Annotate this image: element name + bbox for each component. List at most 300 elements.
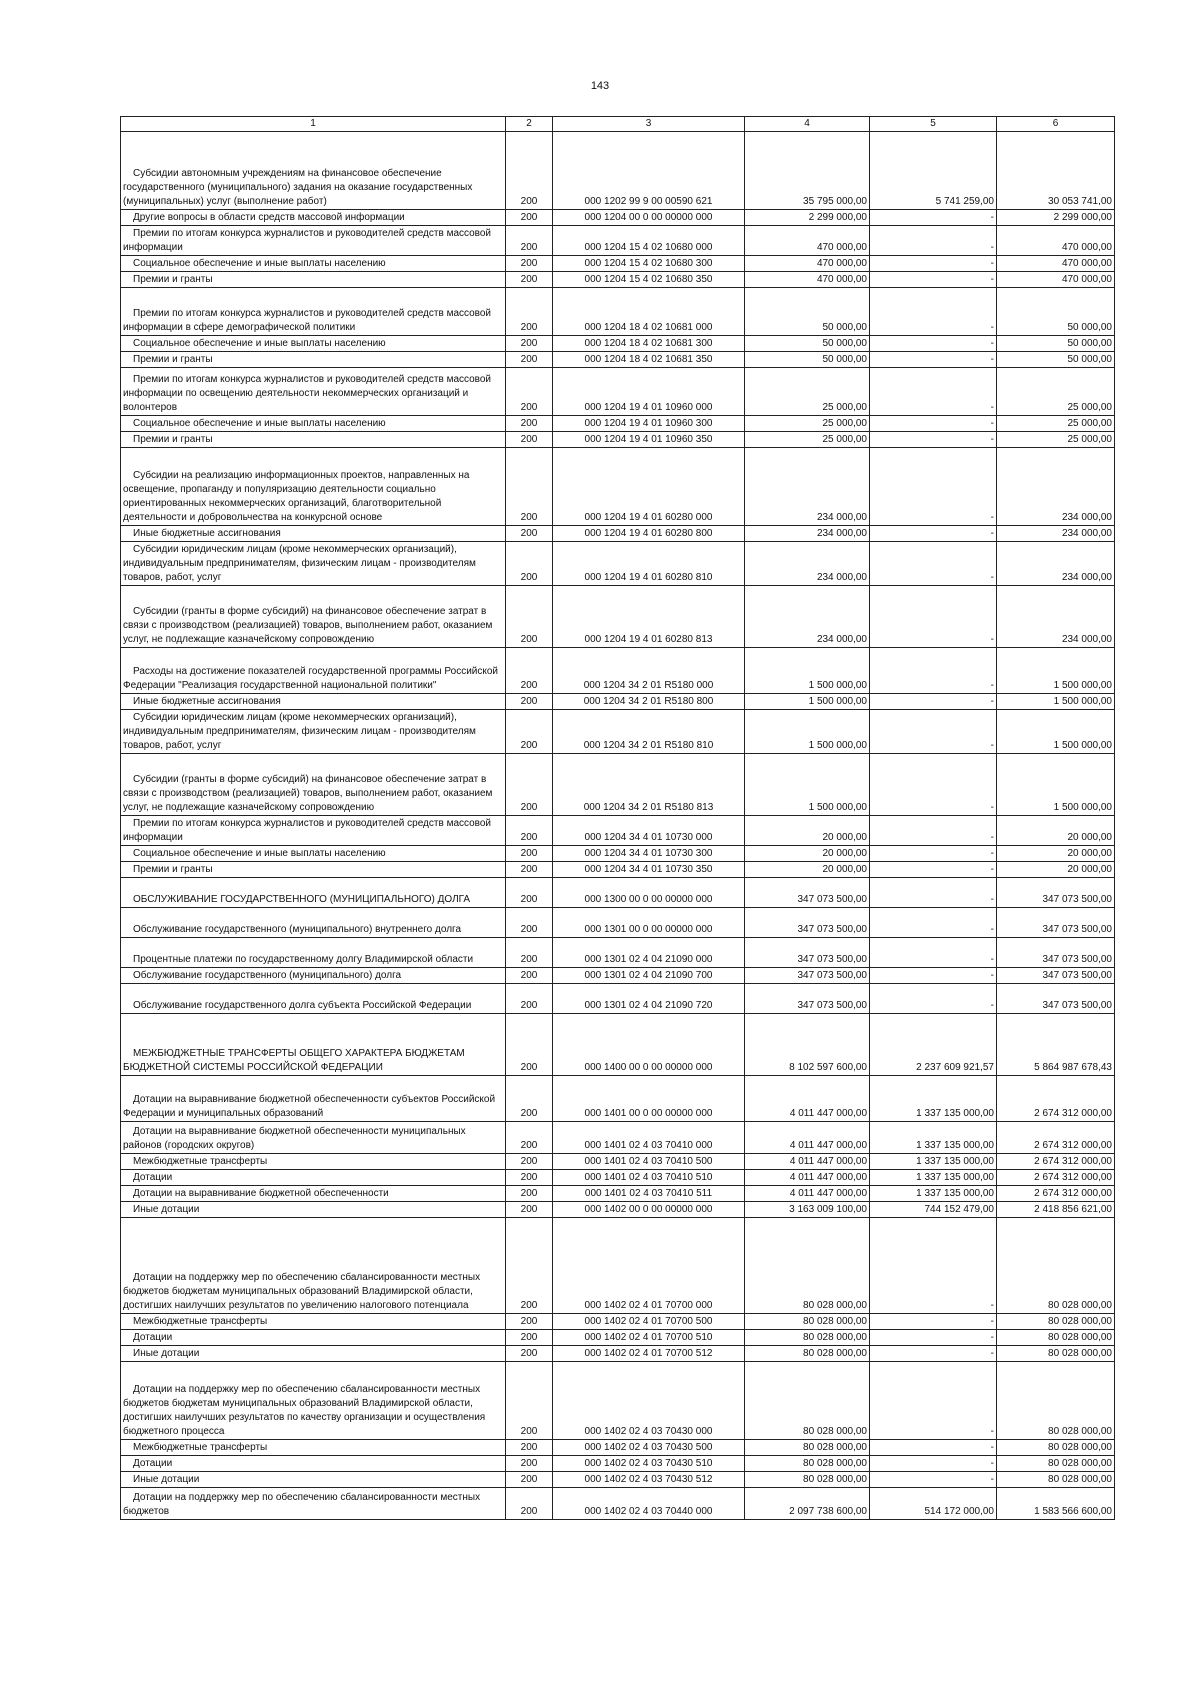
table-row <box>121 1014 1115 1076</box>
row-name-text: Премии по итогам конкурса журналистов и руководителей средств массовой информации <box>123 228 492 253</box>
table-row <box>121 862 1115 878</box>
row-name-text: Субсидии (гранты в форме субсидий) на финансовое обеспечение затрат в связи с производством (реализацией) товаров, выполнением работ, оказанием услуг, не подлежащие казначейскому сопровождению <box>123 606 493 645</box>
row-budget-code-cell: 000 1204 34 4 01 10730 350 <box>553 862 745 878</box>
row-executed-amount-cell: - <box>870 648 997 694</box>
row-approved-amount-cell: 50 000,00 <box>745 352 870 368</box>
row-name-cell <box>121 846 506 862</box>
row-remaining-amount-cell: 80 028 000,00 <box>997 1218 1115 1314</box>
row-remaining-amount-cell: 234 000,00 <box>997 542 1115 586</box>
column-header-1: 1 <box>121 117 506 132</box>
table-row <box>121 352 1115 368</box>
row-remaining-amount-cell: 80 028 000,00 <box>997 1362 1115 1440</box>
row-name-cell <box>121 1440 506 1456</box>
row-name-text: Другие вопросы в области средств массовой информации <box>133 212 405 223</box>
row-admin-code-cell: 200 <box>506 132 553 210</box>
row-name-cell <box>121 1014 506 1076</box>
table-body <box>121 132 1115 1520</box>
table-row <box>121 1440 1115 1456</box>
row-name-text: Иные бюджетные ассигнования <box>133 528 281 539</box>
row-budget-code-cell: 000 1402 02 4 03 70430 512 <box>553 1472 745 1488</box>
row-remaining-amount-cell: 234 000,00 <box>997 586 1115 648</box>
row-remaining-amount-cell: 50 000,00 <box>997 288 1115 336</box>
row-name-cell <box>121 226 506 256</box>
row-executed-amount-cell: - <box>870 226 997 256</box>
row-name-cell <box>121 368 506 416</box>
table-row <box>121 1076 1115 1122</box>
row-remaining-amount-cell: 25 000,00 <box>997 368 1115 416</box>
row-approved-amount-cell: 25 000,00 <box>745 416 870 432</box>
row-name-cell <box>121 1076 506 1122</box>
row-approved-amount-cell: 234 000,00 <box>745 586 870 648</box>
table-row <box>121 1330 1115 1346</box>
row-name-cell <box>121 542 506 586</box>
row-approved-amount-cell: 347 073 500,00 <box>745 938 870 968</box>
row-executed-amount-cell: 744 152 479,00 <box>870 1202 997 1218</box>
row-budget-code-cell: 000 1204 15 4 02 10680 350 <box>553 272 745 288</box>
row-budget-code-cell: 000 1204 18 4 02 10681 300 <box>553 336 745 352</box>
row-approved-amount-cell: 1 500 000,00 <box>745 694 870 710</box>
row-name-cell <box>121 938 506 968</box>
row-admin-code-cell: 200 <box>506 1202 553 1218</box>
row-executed-amount-cell: - <box>870 1346 997 1362</box>
row-approved-amount-cell: 25 000,00 <box>745 368 870 416</box>
row-budget-code-cell: 000 1204 15 4 02 10680 000 <box>553 226 745 256</box>
row-executed-amount-cell: - <box>870 878 997 908</box>
row-name-cell <box>121 1314 506 1330</box>
row-approved-amount-cell: 234 000,00 <box>745 542 870 586</box>
row-name-cell <box>121 694 506 710</box>
row-executed-amount-cell: 514 172 000,00 <box>870 1488 997 1520</box>
row-admin-code-cell: 200 <box>506 542 553 586</box>
table-row <box>121 542 1115 586</box>
row-admin-code-cell: 200 <box>506 1186 553 1202</box>
row-remaining-amount-cell: 2 418 856 621,00 <box>997 1202 1115 1218</box>
row-budget-code-cell: 000 1401 02 4 03 70410 500 <box>553 1154 745 1170</box>
table-row <box>121 526 1115 542</box>
row-name-text: Дотации на выравнивание бюджетной обеспеченности муниципальных районов (городских округов) <box>123 1126 466 1151</box>
row-name-text: Премии по итогам конкурса журналистов и руководителей средств массовой информации по освещению деятельности некоммерческих организаций и волонтеров <box>123 374 492 413</box>
row-approved-amount-cell: 347 073 500,00 <box>745 984 870 1014</box>
row-remaining-amount-cell: 1 500 000,00 <box>997 710 1115 754</box>
row-admin-code-cell: 200 <box>506 984 553 1014</box>
row-approved-amount-cell: 1 500 000,00 <box>745 710 870 754</box>
row-approved-amount-cell: 4 011 447 000,00 <box>745 1122 870 1154</box>
row-admin-code-cell: 200 <box>506 352 553 368</box>
table-row <box>121 336 1115 352</box>
row-name-cell <box>121 1186 506 1202</box>
row-remaining-amount-cell: 50 000,00 <box>997 352 1115 368</box>
row-budget-code-cell: 000 1301 00 0 00 00000 000 <box>553 908 745 938</box>
row-name-text: Обслуживание государственного (муниципального) долга <box>133 970 402 981</box>
row-budget-code-cell: 000 1204 34 2 01 R5180 813 <box>553 754 745 816</box>
row-executed-amount-cell: - <box>870 526 997 542</box>
row-name-cell <box>121 288 506 336</box>
row-name-cell <box>121 1122 506 1154</box>
row-remaining-amount-cell: 2 674 312 000,00 <box>997 1122 1115 1154</box>
row-name-text: Дотации на поддержку мер по обеспечению сбалансированности местных бюджетов <box>123 1492 481 1517</box>
row-budget-code-cell: 000 1401 00 0 00 00000 000 <box>553 1076 745 1122</box>
row-executed-amount-cell: - <box>870 1456 997 1472</box>
row-budget-code-cell: 000 1204 19 4 01 10960 350 <box>553 432 745 448</box>
row-name-cell <box>121 648 506 694</box>
row-approved-amount-cell: 1 500 000,00 <box>745 754 870 816</box>
row-name-cell <box>121 710 506 754</box>
row-budget-code-cell: 000 1204 34 2 01 R5180 800 <box>553 694 745 710</box>
row-name-text: Дотации <box>133 1332 173 1343</box>
row-approved-amount-cell: 4 011 447 000,00 <box>745 1186 870 1202</box>
row-name-text: Премии и гранты <box>133 274 213 285</box>
row-name-cell <box>121 908 506 938</box>
row-budget-code-cell: 000 1402 02 4 01 70700 500 <box>553 1314 745 1330</box>
row-remaining-amount-cell: 80 028 000,00 <box>997 1440 1115 1456</box>
row-executed-amount-cell: 5 741 259,00 <box>870 132 997 210</box>
row-name-text: Премии по итогам конкурса журналистов и руководителей средств массовой информации в сфере демографической политики <box>123 308 492 333</box>
column-header-4: 4 <box>745 117 870 132</box>
row-approved-amount-cell: 3 163 009 100,00 <box>745 1202 870 1218</box>
row-name-cell <box>121 416 506 432</box>
row-approved-amount-cell: 20 000,00 <box>745 816 870 846</box>
row-budget-code-cell: 000 1204 18 4 02 10681 000 <box>553 288 745 336</box>
row-name-cell <box>121 1456 506 1472</box>
row-name-cell <box>121 448 506 526</box>
table-row <box>121 210 1115 226</box>
row-name-cell <box>121 878 506 908</box>
row-admin-code-cell: 200 <box>506 1456 553 1472</box>
row-remaining-amount-cell: 2 674 312 000,00 <box>997 1154 1115 1170</box>
row-name-cell <box>121 984 506 1014</box>
row-budget-code-cell: 000 1204 19 4 01 60280 000 <box>553 448 745 526</box>
row-executed-amount-cell: - <box>870 710 997 754</box>
row-name-cell <box>121 432 506 448</box>
row-remaining-amount-cell: 5 864 987 678,43 <box>997 1014 1115 1076</box>
row-budget-code-cell: 000 1204 34 4 01 10730 000 <box>553 816 745 846</box>
table-row <box>121 908 1115 938</box>
row-name-cell <box>121 968 506 984</box>
table-row <box>121 416 1115 432</box>
row-remaining-amount-cell: 347 073 500,00 <box>997 968 1115 984</box>
row-remaining-amount-cell: 25 000,00 <box>997 432 1115 448</box>
row-admin-code-cell: 200 <box>506 846 553 862</box>
row-approved-amount-cell: 2 097 738 600,00 <box>745 1488 870 1520</box>
table-row <box>121 272 1115 288</box>
table-row <box>121 1314 1115 1330</box>
table-row <box>121 968 1115 984</box>
row-executed-amount-cell: - <box>870 862 997 878</box>
row-remaining-amount-cell: 1 583 566 600,00 <box>997 1488 1115 1520</box>
row-budget-code-cell: 000 1204 34 2 01 R5180 810 <box>553 710 745 754</box>
table-row <box>121 1218 1115 1314</box>
row-admin-code-cell: 200 <box>506 1346 553 1362</box>
row-executed-amount-cell: - <box>870 256 997 272</box>
row-admin-code-cell: 200 <box>506 908 553 938</box>
row-approved-amount-cell: 470 000,00 <box>745 256 870 272</box>
table-row <box>121 878 1115 908</box>
row-executed-amount-cell: - <box>870 586 997 648</box>
row-admin-code-cell: 200 <box>506 448 553 526</box>
row-remaining-amount-cell: 1 500 000,00 <box>997 754 1115 816</box>
row-executed-amount-cell: - <box>870 846 997 862</box>
row-remaining-amount-cell: 470 000,00 <box>997 256 1115 272</box>
row-executed-amount-cell: - <box>870 542 997 586</box>
row-approved-amount-cell: 4 011 447 000,00 <box>745 1076 870 1122</box>
row-name-text: Обслуживание государственного долга субъекта Российской Федерации <box>133 1000 472 1011</box>
row-name-text: Дотации <box>133 1458 173 1469</box>
table-row <box>121 1488 1115 1520</box>
row-admin-code-cell: 200 <box>506 1154 553 1170</box>
row-executed-amount-cell: - <box>870 968 997 984</box>
row-budget-code-cell: 000 1402 02 4 03 70430 500 <box>553 1440 745 1456</box>
row-name-cell <box>121 586 506 648</box>
row-name-text: МЕЖБЮДЖЕТНЫЕ ТРАНСФЕРТЫ ОБЩЕГО ХАРАКТЕРА БЮДЖЕТАМ БЮДЖЕТНОЙ СИСТЕМЫ РОССИЙСКОЙ ФЕДЕРАЦИИ <box>123 1048 465 1073</box>
row-budget-code-cell: 000 1204 19 4 01 10960 300 <box>553 416 745 432</box>
row-admin-code-cell: 200 <box>506 938 553 968</box>
row-budget-code-cell: 000 1301 02 4 04 21090 700 <box>553 968 745 984</box>
row-executed-amount-cell: - <box>870 1362 997 1440</box>
row-name-cell <box>121 210 506 226</box>
row-name-text: Иные бюджетные ассигнования <box>133 696 281 707</box>
row-approved-amount-cell: 347 073 500,00 <box>745 878 870 908</box>
row-budget-code-cell: 000 1204 18 4 02 10681 350 <box>553 352 745 368</box>
row-name-cell <box>121 1202 506 1218</box>
table-row <box>121 226 1115 256</box>
row-executed-amount-cell: - <box>870 694 997 710</box>
column-header-3: 3 <box>553 117 745 132</box>
row-name-text: Дотации <box>133 1172 173 1183</box>
row-name-cell <box>121 256 506 272</box>
row-budget-code-cell: 000 1402 02 4 01 70700 510 <box>553 1330 745 1346</box>
row-remaining-amount-cell: 234 000,00 <box>997 448 1115 526</box>
row-budget-code-cell: 000 1204 15 4 02 10680 300 <box>553 256 745 272</box>
row-name-text: Иные дотации <box>133 1348 200 1359</box>
table-row <box>121 1154 1115 1170</box>
column-number-header-row <box>121 117 1115 132</box>
table-row <box>121 1362 1115 1440</box>
row-budget-code-cell: 000 1300 00 0 00 00000 000 <box>553 878 745 908</box>
row-name-text: Социальное обеспечение и иные выплаты населению <box>133 338 386 349</box>
row-name-cell <box>121 352 506 368</box>
row-name-cell <box>121 1488 506 1520</box>
row-name-text: Расходы на достижение показателей государственной программы Российской Федерации "Реализация государственной национальной политики" <box>123 666 499 691</box>
row-approved-amount-cell: 20 000,00 <box>745 862 870 878</box>
row-budget-code-cell: 000 1402 02 4 01 70700 512 <box>553 1346 745 1362</box>
table-row <box>121 1346 1115 1362</box>
row-admin-code-cell: 200 <box>506 288 553 336</box>
row-approved-amount-cell: 80 028 000,00 <box>745 1440 870 1456</box>
table-row <box>121 846 1115 862</box>
row-name-text: ОБСЛУЖИВАНИЕ ГОСУДАРСТВЕННОГО (МУНИЦИПАЛЬНОГО) ДОЛГА <box>133 894 471 905</box>
row-admin-code-cell: 200 <box>506 416 553 432</box>
row-remaining-amount-cell: 80 028 000,00 <box>997 1472 1115 1488</box>
row-remaining-amount-cell: 347 073 500,00 <box>997 938 1115 968</box>
row-admin-code-cell: 200 <box>506 1440 553 1456</box>
row-approved-amount-cell: 4 011 447 000,00 <box>745 1170 870 1186</box>
row-remaining-amount-cell: 20 000,00 <box>997 816 1115 846</box>
row-remaining-amount-cell: 347 073 500,00 <box>997 878 1115 908</box>
row-remaining-amount-cell: 470 000,00 <box>997 226 1115 256</box>
row-admin-code-cell: 200 <box>506 1218 553 1314</box>
row-executed-amount-cell: - <box>870 1440 997 1456</box>
row-budget-code-cell: 000 1400 00 0 00 00000 000 <box>553 1014 745 1076</box>
row-approved-amount-cell: 80 028 000,00 <box>745 1330 870 1346</box>
row-name-cell <box>121 862 506 878</box>
row-executed-amount-cell: - <box>870 1218 997 1314</box>
row-remaining-amount-cell: 80 028 000,00 <box>997 1456 1115 1472</box>
row-admin-code-cell: 200 <box>506 1076 553 1122</box>
row-approved-amount-cell: 4 011 447 000,00 <box>745 1154 870 1170</box>
row-name-text: Иные дотации <box>133 1474 200 1485</box>
row-name-text: Дотации на поддержку мер по обеспечению сбалансированности местных бюджетов бюджетам муниципальных образований Владимирской области, достигших наилучших результатов по увеличению налогового потенциала <box>123 1272 481 1311</box>
row-budget-code-cell: 000 1204 34 4 01 10730 300 <box>553 846 745 862</box>
row-approved-amount-cell: 80 028 000,00 <box>745 1362 870 1440</box>
row-executed-amount-cell: - <box>870 754 997 816</box>
row-name-text: Социальное обеспечение и иные выплаты населению <box>133 848 386 859</box>
row-admin-code-cell: 200 <box>506 1330 553 1346</box>
row-remaining-amount-cell: 1 500 000,00 <box>997 694 1115 710</box>
row-name-text: Социальное обеспечение и иные выплаты населению <box>133 418 386 429</box>
row-name-text: Процентные платежи по государственному долгу Владимирской области <box>133 954 474 965</box>
column-header-5: 5 <box>870 117 997 132</box>
row-remaining-amount-cell: 2 674 312 000,00 <box>997 1076 1115 1122</box>
row-approved-amount-cell: 2 299 000,00 <box>745 210 870 226</box>
row-remaining-amount-cell: 234 000,00 <box>997 526 1115 542</box>
row-admin-code-cell: 200 <box>506 1014 553 1076</box>
row-executed-amount-cell: - <box>870 908 997 938</box>
row-approved-amount-cell: 470 000,00 <box>745 272 870 288</box>
row-name-cell <box>121 1362 506 1440</box>
row-executed-amount-cell: - <box>870 416 997 432</box>
row-admin-code-cell: 200 <box>506 226 553 256</box>
table-row <box>121 256 1115 272</box>
row-name-cell <box>121 1472 506 1488</box>
row-remaining-amount-cell: 80 028 000,00 <box>997 1314 1115 1330</box>
row-name-text: Дотации на выравнивание бюджетной обеспеченности субъектов Российской Федерации и муниципальных образований <box>123 1094 496 1119</box>
row-name-text: Межбюджетные трансферты <box>133 1442 268 1453</box>
table-row <box>121 1456 1115 1472</box>
row-remaining-amount-cell: 2 674 312 000,00 <box>997 1186 1115 1202</box>
row-budget-code-cell: 000 1301 02 4 04 21090 000 <box>553 938 745 968</box>
row-approved-amount-cell: 347 073 500,00 <box>745 908 870 938</box>
row-budget-code-cell: 000 1401 02 4 03 70410 000 <box>553 1122 745 1154</box>
row-remaining-amount-cell: 2 299 000,00 <box>997 210 1115 226</box>
row-approved-amount-cell: 80 028 000,00 <box>745 1346 870 1362</box>
row-name-text: Премии и гранты <box>133 354 213 365</box>
row-name-text: Субсидии автономным учреждениям на финансовое обеспечение государственного (муниципального) задания на оказание государственных (муниципальных) услуг (выполнение работ) <box>123 168 473 207</box>
row-remaining-amount-cell: 2 674 312 000,00 <box>997 1170 1115 1186</box>
row-approved-amount-cell: 25 000,00 <box>745 432 870 448</box>
row-admin-code-cell: 200 <box>506 256 553 272</box>
row-executed-amount-cell: - <box>870 816 997 846</box>
row-executed-amount-cell: 1 337 135 000,00 <box>870 1076 997 1122</box>
row-remaining-amount-cell: 1 500 000,00 <box>997 648 1115 694</box>
row-name-cell <box>121 1154 506 1170</box>
row-remaining-amount-cell: 347 073 500,00 <box>997 984 1115 1014</box>
table-row <box>121 1472 1115 1488</box>
row-admin-code-cell: 200 <box>506 210 553 226</box>
table-row <box>121 694 1115 710</box>
row-budget-code-cell: 000 1202 99 9 00 00590 621 <box>553 132 745 210</box>
table-row <box>121 816 1115 846</box>
table-row <box>121 288 1115 336</box>
row-executed-amount-cell: - <box>870 210 997 226</box>
row-budget-code-cell: 000 1401 02 4 03 70410 510 <box>553 1170 745 1186</box>
row-executed-amount-cell: - <box>870 1472 997 1488</box>
row-budget-code-cell: 000 1402 00 0 00 00000 000 <box>553 1202 745 1218</box>
row-executed-amount-cell: - <box>870 336 997 352</box>
row-budget-code-cell: 000 1204 19 4 01 60280 813 <box>553 586 745 648</box>
row-budget-code-cell: 000 1204 00 0 00 00000 000 <box>553 210 745 226</box>
row-admin-code-cell: 200 <box>506 648 553 694</box>
row-approved-amount-cell: 1 500 000,00 <box>745 648 870 694</box>
row-budget-code-cell: 000 1301 02 4 04 21090 720 <box>553 984 745 1014</box>
row-admin-code-cell: 200 <box>506 526 553 542</box>
row-budget-code-cell: 000 1204 34 2 01 R5180 000 <box>553 648 745 694</box>
row-approved-amount-cell: 8 102 597 600,00 <box>745 1014 870 1076</box>
table-row <box>121 1122 1115 1154</box>
row-budget-code-cell: 000 1401 02 4 03 70410 511 <box>553 1186 745 1202</box>
row-executed-amount-cell: 1 337 135 000,00 <box>870 1154 997 1170</box>
row-budget-code-cell: 000 1402 02 4 03 70440 000 <box>553 1488 745 1520</box>
row-approved-amount-cell: 50 000,00 <box>745 288 870 336</box>
row-admin-code-cell: 200 <box>506 862 553 878</box>
row-name-cell <box>121 1346 506 1362</box>
row-remaining-amount-cell: 347 073 500,00 <box>997 908 1115 938</box>
row-name-text: Премии по итогам конкурса журналистов и руководителей средств массовой информации <box>123 818 492 843</box>
row-name-text: Субсидии (гранты в форме субсидий) на финансовое обеспечение затрат в связи с производством (реализацией) товаров, выполнением работ, оказанием услуг, не подлежащие казначейскому сопровождению <box>123 774 493 813</box>
budget-table <box>120 116 1115 1520</box>
table-row <box>121 368 1115 416</box>
page-number: 143 <box>590 80 610 92</box>
table-row <box>121 432 1115 448</box>
row-executed-amount-cell: - <box>870 1330 997 1346</box>
row-name-text: Субсидии юридическим лицам (кроме некоммерческих организаций), индивидуальным предпринимателям, физическим лицам - производителям товаров, работ, услуг <box>123 712 476 751</box>
row-admin-code-cell: 200 <box>506 1170 553 1186</box>
row-admin-code-cell: 200 <box>506 1488 553 1520</box>
row-name-cell <box>121 336 506 352</box>
row-admin-code-cell: 200 <box>506 432 553 448</box>
table-row <box>121 586 1115 648</box>
table-row <box>121 710 1115 754</box>
row-executed-amount-cell: - <box>870 352 997 368</box>
column-header-6: 6 <box>997 117 1115 132</box>
row-remaining-amount-cell: 80 028 000,00 <box>997 1346 1115 1362</box>
row-approved-amount-cell: 234 000,00 <box>745 526 870 542</box>
row-approved-amount-cell: 35 795 000,00 <box>745 132 870 210</box>
row-budget-code-cell: 000 1402 02 4 03 70430 000 <box>553 1362 745 1440</box>
row-executed-amount-cell: - <box>870 288 997 336</box>
row-admin-code-cell: 200 <box>506 336 553 352</box>
row-approved-amount-cell: 80 028 000,00 <box>745 1218 870 1314</box>
row-executed-amount-cell: - <box>870 368 997 416</box>
row-remaining-amount-cell: 470 000,00 <box>997 272 1115 288</box>
row-remaining-amount-cell: 25 000,00 <box>997 416 1115 432</box>
row-remaining-amount-cell: 20 000,00 <box>997 862 1115 878</box>
table-row <box>121 448 1115 526</box>
row-budget-code-cell: 000 1402 02 4 01 70700 000 <box>553 1218 745 1314</box>
row-admin-code-cell: 200 <box>506 1122 553 1154</box>
row-approved-amount-cell: 80 028 000,00 <box>745 1472 870 1488</box>
row-approved-amount-cell: 20 000,00 <box>745 846 870 862</box>
row-approved-amount-cell: 80 028 000,00 <box>745 1456 870 1472</box>
row-executed-amount-cell: - <box>870 272 997 288</box>
table-row <box>121 648 1115 694</box>
row-name-cell <box>121 1218 506 1314</box>
row-name-text: Иные дотации <box>133 1204 200 1215</box>
row-executed-amount-cell: 1 337 135 000,00 <box>870 1170 997 1186</box>
row-approved-amount-cell: 50 000,00 <box>745 336 870 352</box>
table-row <box>121 1186 1115 1202</box>
row-name-cell <box>121 816 506 846</box>
row-name-text: Премии и гранты <box>133 864 213 875</box>
